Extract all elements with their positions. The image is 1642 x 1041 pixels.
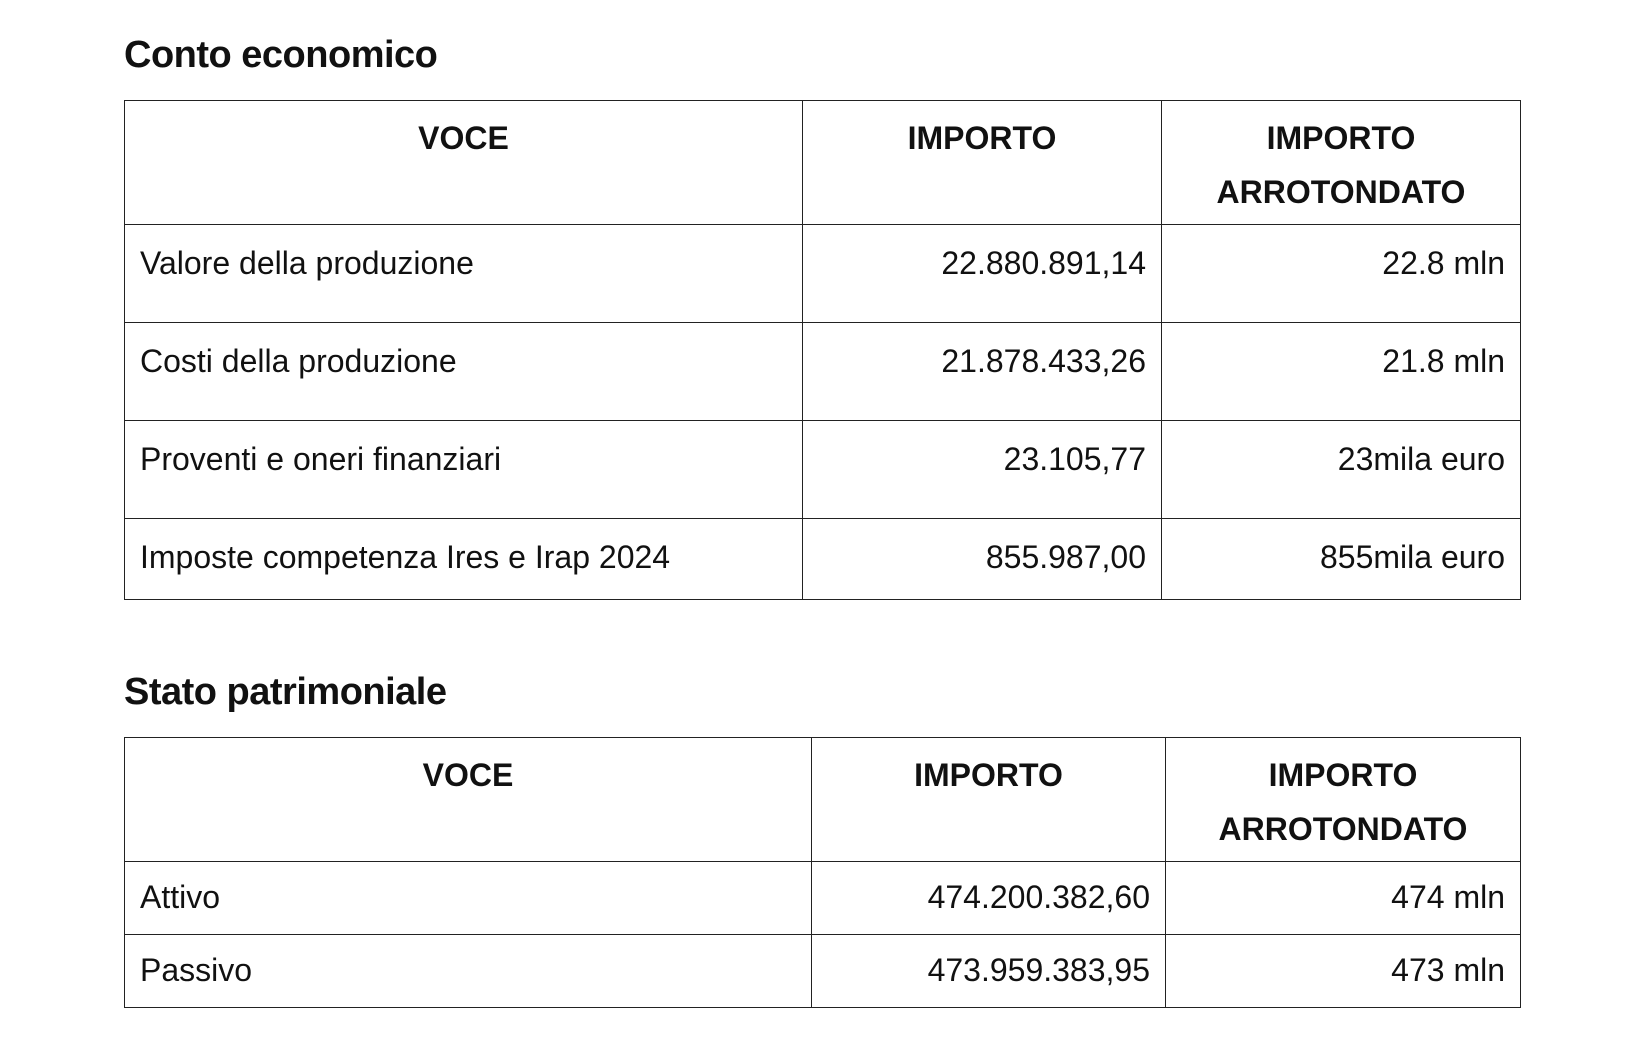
cell-importo: 855.987,00 [803, 519, 1162, 600]
cell-arrotondato: 21.8 mln [1162, 323, 1521, 421]
cell-importo: 21.878.433,26 [803, 323, 1162, 421]
cell-arrotondato: 23mila euro [1162, 421, 1521, 519]
header-importo-arrotondato: IMPORTO ARROTONDATO [1166, 738, 1521, 862]
table-row [125, 862, 1521, 935]
table-header-row [125, 738, 1521, 862]
cell-arrotondato: 473 mln [1166, 935, 1521, 1008]
stato-patrimoniale-section [124, 665, 1520, 1008]
table-row [125, 935, 1521, 1008]
cell-voce: Proventi e oneri finanziari [125, 421, 803, 519]
table-row [125, 519, 1521, 600]
header-importo-arrotondato: IMPORTO ARROTONDATO [1162, 101, 1521, 225]
table-row [125, 225, 1521, 323]
header-importo: IMPORTO [803, 101, 1162, 225]
cell-voce: Passivo [125, 935, 812, 1008]
cell-arrotondato: 474 mln [1166, 862, 1521, 935]
cell-importo: 23.105,77 [803, 421, 1162, 519]
cell-voce: Attivo [125, 862, 812, 935]
header-importo: IMPORTO [812, 738, 1166, 862]
table-row [125, 323, 1521, 421]
section-title: Conto economico [124, 34, 438, 76]
cell-arrotondato: 855mila euro [1162, 519, 1521, 600]
header-voce: VOCE [125, 101, 803, 225]
cell-importo: 474.200.382,60 [812, 862, 1166, 935]
cell-voce: Imposte competenza Ires e Irap 2024 [125, 519, 803, 600]
cell-voce: Valore della produzione [125, 225, 803, 323]
cell-voce: Costi della produzione [125, 323, 803, 421]
table-header-row [125, 101, 1521, 225]
table-row [125, 421, 1521, 519]
conto-economico-section [124, 28, 1520, 600]
cell-arrotondato: 22.8 mln [1162, 225, 1521, 323]
conto-economico-table [124, 100, 1521, 600]
cell-importo: 22.880.891,14 [803, 225, 1162, 323]
header-voce: VOCE [125, 738, 812, 862]
stato-patrimoniale-table [124, 737, 1521, 1008]
section-title: Stato patrimoniale [124, 671, 447, 713]
cell-importo: 473.959.383,95 [812, 935, 1166, 1008]
